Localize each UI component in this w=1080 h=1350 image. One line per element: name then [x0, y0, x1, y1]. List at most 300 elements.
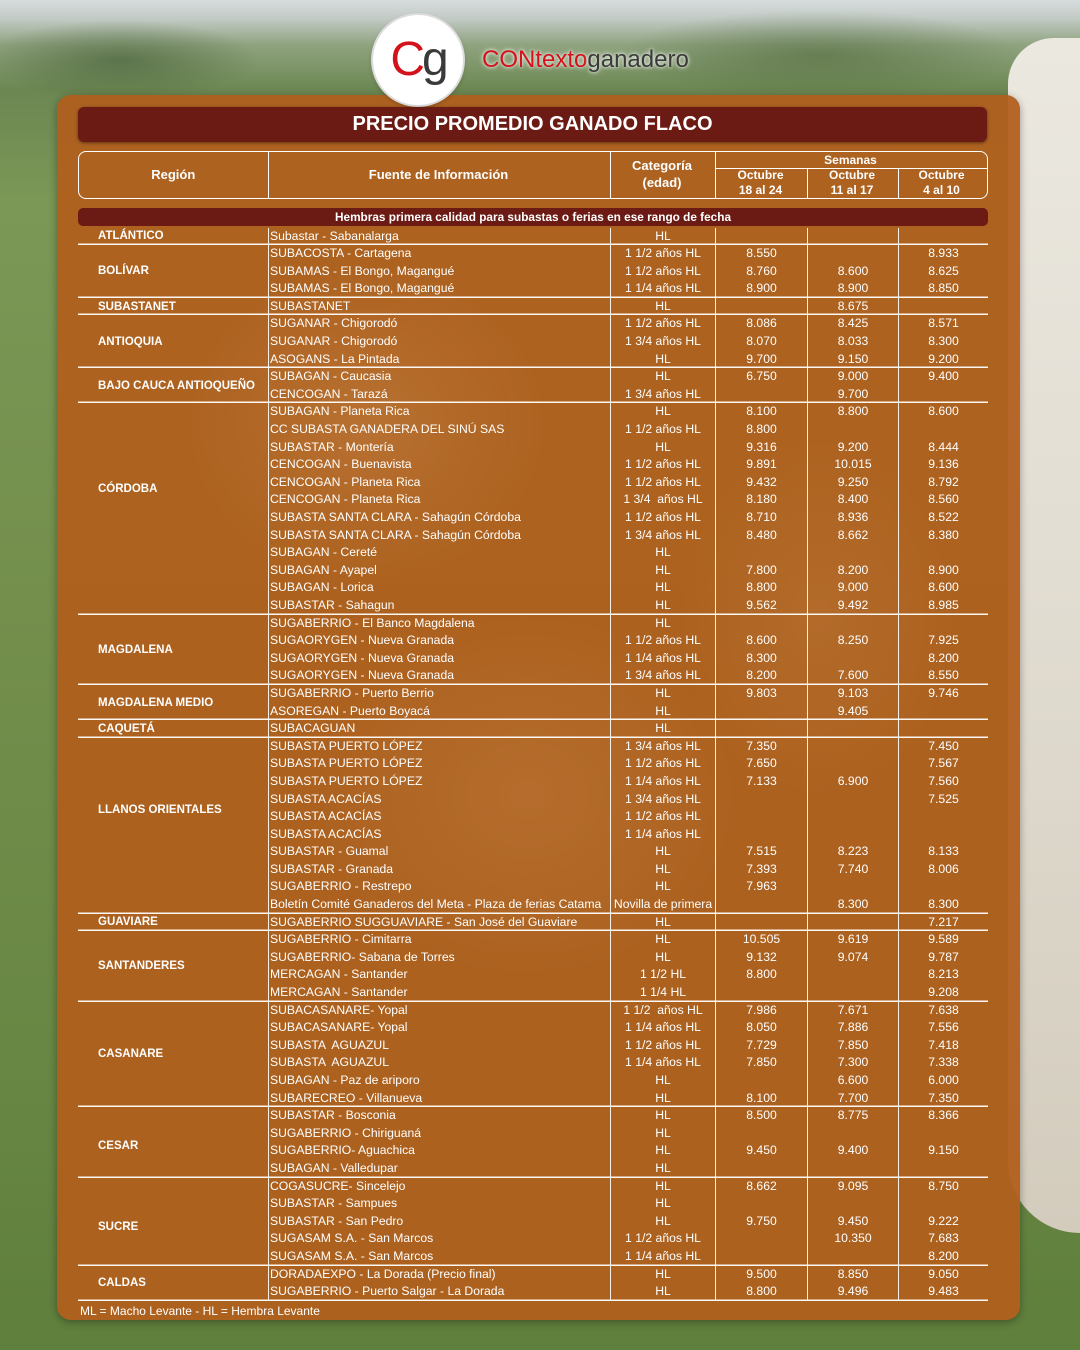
source-cell: CC SUBASTA GANADERA DEL SINÚ SAS: [268, 421, 610, 439]
category-cell: HL: [610, 1178, 715, 1196]
category-cell: HL: [610, 439, 715, 457]
price-oct-4-10-cell: 9.222: [898, 1213, 988, 1231]
table-row: [268, 456, 988, 474]
table-row: [268, 527, 988, 545]
price-oct-4-10-cell: 7.556: [898, 1019, 988, 1037]
category-cell: 1 3/4 años HL: [610, 491, 715, 509]
price-oct-4-10-cell: 7.418: [898, 1037, 988, 1055]
header-category-unit: (edad): [642, 175, 682, 190]
source-cell: SUBASTAR - Granada: [268, 861, 610, 879]
source-cell: COGASUCRE- Sincelejo: [268, 1178, 610, 1196]
price-oct-11-17-cell: 7.300: [807, 1054, 898, 1072]
source-cell: SUBACOSTA - Cartagena: [268, 245, 610, 263]
table-row: [268, 1072, 988, 1090]
header-week-3-month: Octubre: [918, 168, 965, 182]
table-row: [268, 1230, 988, 1248]
category-cell: 1 1/2 años HL: [610, 1037, 715, 1055]
header-category: Categoría: [632, 158, 692, 173]
price-oct-4-10-cell: 8.006: [898, 861, 988, 879]
region-group: [78, 931, 988, 1001]
source-cell: ASOGANS - La Pintada: [268, 351, 610, 369]
price-oct-4-10-cell: 7.638: [898, 1002, 988, 1020]
category-cell: HL: [610, 368, 715, 386]
table-row: [268, 439, 988, 457]
price-oct-11-17-cell: [807, 544, 898, 562]
source-cell: SUGANAR - Chigorodó: [268, 315, 610, 333]
price-oct-11-17-cell: 8.800: [807, 403, 898, 421]
price-oct-11-17-cell: 8.425: [807, 315, 898, 333]
price-oct-11-17-cell: 9.250: [807, 474, 898, 492]
source-cell: SUBASTAR - Sampues: [268, 1195, 610, 1213]
category-cell: HL: [610, 914, 715, 932]
price-oct-18-24-cell: [715, 544, 807, 562]
category-cell: HL: [610, 228, 715, 246]
source-cell: ASOREGAN - Puerto Boyacá: [268, 703, 610, 721]
table-row: [268, 773, 988, 791]
category-cell: HL: [610, 703, 715, 721]
region-name: CAQUETÁ: [98, 722, 155, 735]
price-oct-18-24-cell: 8.800: [715, 966, 807, 984]
region-group: [78, 914, 988, 932]
table-row: [268, 1266, 988, 1284]
source-cell: SUGABERRIO- Aguachica: [268, 1142, 610, 1160]
price-oct-4-10-cell: [898, 703, 988, 721]
price-oct-4-10-cell: 7.217: [898, 914, 988, 932]
region-name: MAGDALENA MEDIO: [98, 696, 214, 709]
category-cell: 1 1/4 años HL: [610, 1054, 715, 1072]
category-cell: HL: [610, 1090, 715, 1108]
category-cell: 1 1/2 años HL: [610, 315, 715, 333]
price-oct-18-24-cell: 8.086: [715, 315, 807, 333]
price-oct-11-17-cell: 8.223: [807, 843, 898, 861]
table-row: [268, 861, 988, 879]
price-oct-18-24-cell: 8.500: [715, 1107, 807, 1125]
table-row: [268, 738, 988, 756]
price-oct-11-17-cell: 6.900: [807, 773, 898, 791]
category-cell: HL: [610, 1160, 715, 1178]
logo-letter-g: g: [421, 33, 446, 86]
source-cell: SUBASTA PUERTO LÓPEZ: [268, 773, 610, 791]
source-cell: SUBASTA ACACÍAS: [268, 808, 610, 826]
price-oct-4-10-cell: 8.933: [898, 245, 988, 263]
price-oct-18-24-cell: [715, 826, 807, 844]
source-cell: Subastar - Sabanalarga: [268, 228, 610, 246]
table-row: [268, 351, 988, 369]
table-row: [268, 1090, 988, 1108]
category-cell: 1 1/2 años HL: [610, 1230, 715, 1248]
region-name: MAGDALENA: [98, 643, 173, 656]
source-cell: CENCOGAN - Tarazá: [268, 386, 610, 404]
region-group: [78, 738, 988, 914]
price-oct-4-10-cell: 8.200: [898, 650, 988, 668]
table-row: [268, 966, 988, 984]
table-row: [268, 650, 988, 668]
price-oct-18-24-cell: 10.505: [715, 931, 807, 949]
header-weeks: Semanas: [824, 153, 877, 167]
source-cell: SUGABERRIO - Puerto Salgar - La Dorada: [268, 1283, 610, 1301]
table-row: [268, 421, 988, 439]
price-oct-4-10-cell: [898, 878, 988, 896]
category-cell: HL: [610, 1195, 715, 1213]
price-oct-18-24-cell: 9.500: [715, 1266, 807, 1284]
category-cell: HL: [610, 1283, 715, 1301]
category-cell: HL: [610, 949, 715, 967]
price-oct-4-10-cell: 8.900: [898, 562, 988, 580]
price-oct-11-17-cell: 9.095: [807, 1178, 898, 1196]
category-cell: HL: [610, 1107, 715, 1125]
category-cell: 1 1/4 años HL: [610, 1248, 715, 1266]
price-oct-18-24-cell: 7.963: [715, 878, 807, 896]
source-cell: SUBASTA PUERTO LÓPEZ: [268, 738, 610, 756]
table-row: [268, 931, 988, 949]
category-cell: 1 1/4 HL: [610, 984, 715, 1002]
price-oct-18-24-cell: [715, 984, 807, 1002]
price-oct-4-10-cell: 9.136: [898, 456, 988, 474]
category-cell: 1 1/2 años HL: [610, 474, 715, 492]
region-group: [78, 368, 988, 403]
price-oct-11-17-cell: 7.886: [807, 1019, 898, 1037]
price-oct-11-17-cell: 9.103: [807, 685, 898, 703]
table-row: [268, 386, 988, 404]
price-oct-18-24-cell: 8.600: [715, 632, 807, 650]
source-cell: SUBASTAR - Guamal: [268, 843, 610, 861]
price-oct-18-24-cell: [715, 896, 807, 914]
price-oct-11-17-cell: 9.700: [807, 386, 898, 404]
price-oct-18-24-cell: 8.180: [715, 491, 807, 509]
price-oct-11-17-cell: [807, 245, 898, 263]
price-oct-4-10-cell: [898, 386, 988, 404]
source-cell: SUGABERRIO - El Banco Magdalena: [268, 615, 610, 633]
table-row: [268, 280, 988, 298]
price-oct-4-10-cell: 8.600: [898, 579, 988, 597]
table-row: [268, 703, 988, 721]
price-oct-11-17-cell: [807, 966, 898, 984]
price-oct-18-24-cell: 8.760: [715, 263, 807, 281]
source-cell: SUBACASANARE- Yopal: [268, 1019, 610, 1037]
region-group: [78, 1178, 988, 1266]
logo-letter-c: C: [390, 33, 422, 86]
table-row: [268, 1283, 988, 1301]
price-oct-4-10-cell: 9.589: [898, 931, 988, 949]
source-cell: SUBASTAR - San Pedro: [268, 1213, 610, 1231]
price-oct-18-24-cell: 8.800: [715, 1283, 807, 1301]
price-oct-4-10-cell: 8.300: [898, 333, 988, 351]
category-cell: 1 1/4 años HL: [610, 773, 715, 791]
source-cell: SUGASAM S.A. - San Marcos: [268, 1230, 610, 1248]
category-cell: 1 1/4 años HL: [610, 650, 715, 668]
price-oct-11-17-cell: 7.671: [807, 1002, 898, 1020]
region-group: [78, 720, 988, 738]
price-oct-4-10-cell: 8.571: [898, 315, 988, 333]
region-name: SANTANDERES: [98, 960, 185, 973]
source-cell: CENCOGAN - Buenavista: [268, 456, 610, 474]
price-oct-4-10-cell: 8.792: [898, 474, 988, 492]
price-oct-18-24-cell: 8.050: [715, 1019, 807, 1037]
region-group: [78, 228, 988, 246]
category-cell: 1 1/2 años HL: [610, 808, 715, 826]
price-oct-11-17-cell: [807, 826, 898, 844]
price-oct-11-17-cell: [807, 738, 898, 756]
region-group: [78, 1002, 988, 1108]
category-cell: 1 1/2 años HL: [610, 1002, 715, 1020]
logo-mark: [373, 15, 463, 105]
table-row: [268, 263, 988, 281]
price-oct-18-24-cell: [715, 1072, 807, 1090]
price-oct-4-10-cell: 8.300: [898, 896, 988, 914]
category-cell: 1 1/4 años HL: [610, 1019, 715, 1037]
price-oct-18-24-cell: 8.480: [715, 527, 807, 545]
table-row: [268, 403, 988, 421]
price-oct-18-24-cell: 9.891: [715, 456, 807, 474]
price-oct-18-24-cell: [715, 791, 807, 809]
price-oct-11-17-cell: 9.400: [807, 1142, 898, 1160]
price-oct-4-10-cell: [898, 298, 988, 316]
header-week-3-range: 4 al 10: [923, 183, 960, 197]
price-oct-18-24-cell: 8.100: [715, 403, 807, 421]
price-oct-4-10-cell: 9.400: [898, 368, 988, 386]
header-region: Región: [151, 167, 196, 182]
price-oct-11-17-cell: [807, 878, 898, 896]
region-name: BAJO CAUCA ANTIOQUEÑO: [98, 379, 255, 392]
source-cell: SUBASTA AGUAZUL: [268, 1054, 610, 1072]
header-week-2-month: Octubre: [828, 168, 875, 182]
category-cell: HL: [610, 544, 715, 562]
price-oct-18-24-cell: 9.803: [715, 685, 807, 703]
price-oct-4-10-cell: 7.925: [898, 632, 988, 650]
price-oct-18-24-cell: 9.450: [715, 1142, 807, 1160]
price-oct-4-10-cell: 8.133: [898, 843, 988, 861]
category-cell: HL: [610, 298, 715, 316]
region-group: [78, 685, 988, 720]
price-oct-11-17-cell: [807, 1248, 898, 1266]
region-name: BOLÍVAR: [98, 265, 149, 278]
category-cell: HL: [610, 403, 715, 421]
table-row: [268, 1125, 988, 1143]
region-group: [78, 298, 988, 316]
price-oct-18-24-cell: [715, 914, 807, 932]
table-row: [268, 298, 988, 316]
category-cell: 1 1/2 años HL: [610, 755, 715, 773]
category-cell: 1 1/2 HL: [610, 966, 715, 984]
price-oct-11-17-cell: 8.936: [807, 509, 898, 527]
table-row: [268, 315, 988, 333]
table-row: [268, 1002, 988, 1020]
table-row: [268, 474, 988, 492]
source-cell: MERCAGAN - Santander: [268, 984, 610, 1002]
price-oct-4-10-cell: 8.625: [898, 263, 988, 281]
category-cell: 1 3/4 años HL: [610, 527, 715, 545]
price-oct-11-17-cell: 8.400: [807, 491, 898, 509]
price-oct-18-24-cell: 6.750: [715, 368, 807, 386]
price-oct-11-17-cell: [807, 808, 898, 826]
price-oct-4-10-cell: 9.746: [898, 685, 988, 703]
price-oct-18-24-cell: 9.562: [715, 597, 807, 615]
brand-wordmark-gray: ganadero: [587, 46, 689, 73]
price-oct-11-17-cell: 9.150: [807, 351, 898, 369]
price-oct-4-10-cell: 9.787: [898, 949, 988, 967]
table-row: [268, 667, 988, 685]
price-oct-11-17-cell: 9.000: [807, 579, 898, 597]
source-cell: SUBAGAN - Caucasia: [268, 368, 610, 386]
price-oct-4-10-cell: 7.338: [898, 1054, 988, 1072]
price-oct-11-17-cell: 9.074: [807, 949, 898, 967]
category-cell: Novilla de primera: [610, 896, 715, 914]
region-group: [78, 245, 988, 298]
source-cell: SUGAORYGEN - Nueva Granada: [268, 650, 610, 668]
price-oct-18-24-cell: [715, 1248, 807, 1266]
table-row: [268, 579, 988, 597]
category-cell: 1 3/4 años HL: [610, 791, 715, 809]
source-cell: SUBARECREO - Villanueva: [268, 1090, 610, 1108]
price-oct-11-17-cell: 8.662: [807, 527, 898, 545]
table-row: [268, 755, 988, 773]
table-row: [268, 1160, 988, 1178]
price-oct-18-24-cell: [715, 1125, 807, 1143]
table-row: [268, 1195, 988, 1213]
source-cell: SUGABERRIO - Chiriguaná: [268, 1125, 610, 1143]
price-oct-11-17-cell: 8.033: [807, 333, 898, 351]
price-oct-18-24-cell: 9.132: [715, 949, 807, 967]
price-oct-4-10-cell: 7.525: [898, 791, 988, 809]
table-row: [268, 843, 988, 861]
price-oct-18-24-cell: [715, 1195, 807, 1213]
legend-footnote: ML = Macho Levante - HL = Hembra Levante: [80, 1304, 320, 1318]
region-name: SUCRE: [98, 1220, 139, 1233]
price-oct-11-17-cell: [807, 755, 898, 773]
source-cell: SUBASTAR - Bosconia: [268, 1107, 610, 1125]
price-oct-4-10-cell: [898, 1125, 988, 1143]
price-oct-11-17-cell: 9.405: [807, 703, 898, 721]
price-oct-18-24-cell: 7.393: [715, 861, 807, 879]
table-row: [268, 333, 988, 351]
price-oct-4-10-cell: [898, 720, 988, 738]
category-cell: 1 1/4 años HL: [610, 280, 715, 298]
price-oct-18-24-cell: 7.800: [715, 562, 807, 580]
source-cell: SUBASTA ACACÍAS: [268, 826, 610, 844]
source-cell: SUGABERRIO- Sabana de Torres: [268, 949, 610, 967]
category-cell: HL: [610, 878, 715, 896]
source-cell: SUBAMAS - El Bongo, Magangué: [268, 263, 610, 281]
region-group: [78, 403, 988, 614]
price-oct-4-10-cell: 9.483: [898, 1283, 988, 1301]
price-oct-18-24-cell: [715, 720, 807, 738]
price-oct-4-10-cell: 7.683: [898, 1230, 988, 1248]
table-row: [268, 1178, 988, 1196]
category-cell: HL: [610, 843, 715, 861]
source-cell: SUGABERRIO - Puerto Berrio: [268, 685, 610, 703]
price-oct-11-17-cell: 10.350: [807, 1230, 898, 1248]
price-oct-18-24-cell: [715, 703, 807, 721]
price-oct-4-10-cell: 9.150: [898, 1142, 988, 1160]
section-subtitle: Hembras primera calidad para subastas o ferias en ese rango de fecha: [78, 208, 988, 226]
source-cell: SUBASTANET: [268, 298, 610, 316]
price-oct-18-24-cell: 8.300: [715, 650, 807, 668]
price-oct-18-24-cell: 9.750: [715, 1213, 807, 1231]
price-table-body: [78, 228, 988, 1301]
price-oct-4-10-cell: [898, 544, 988, 562]
source-cell: SUGABERRIO - Cimitarra: [268, 931, 610, 949]
price-oct-11-17-cell: 10.015: [807, 456, 898, 474]
category-cell: 1 1/2 años HL: [610, 632, 715, 650]
source-cell: DORADAEXPO - La Dorada (Precio final): [268, 1266, 610, 1284]
price-oct-11-17-cell: [807, 650, 898, 668]
table-row: [268, 1019, 988, 1037]
table-row: [268, 1213, 988, 1231]
price-oct-4-10-cell: 8.850: [898, 280, 988, 298]
table-row: [268, 544, 988, 562]
table-row: [268, 878, 988, 896]
page-title: PRECIO PROMEDIO GANADO FLACO: [78, 107, 987, 142]
table-row: [268, 896, 988, 914]
price-oct-18-24-cell: 7.850: [715, 1054, 807, 1072]
category-cell: 1 1/2 años HL: [610, 263, 715, 281]
source-cell: SUBASTA SANTA CLARA - Sahagún Córdoba: [268, 527, 610, 545]
table-row: [268, 597, 988, 615]
price-oct-18-24-cell: 9.432: [715, 474, 807, 492]
price-oct-4-10-cell: 8.750: [898, 1178, 988, 1196]
category-cell: 1 1/4 años HL: [610, 826, 715, 844]
price-oct-4-10-cell: 9.208: [898, 984, 988, 1002]
price-oct-11-17-cell: [807, 421, 898, 439]
source-cell: SUBASTA AGUAZUL: [268, 1037, 610, 1055]
price-oct-11-17-cell: 8.600: [807, 263, 898, 281]
price-oct-11-17-cell: [807, 720, 898, 738]
price-oct-4-10-cell: 8.444: [898, 439, 988, 457]
price-oct-18-24-cell: 8.070: [715, 333, 807, 351]
price-oct-18-24-cell: 8.710: [715, 509, 807, 527]
price-oct-18-24-cell: 7.133: [715, 773, 807, 791]
region-name: CALDAS: [98, 1277, 146, 1290]
price-oct-4-10-cell: 9.200: [898, 351, 988, 369]
table-row: [268, 1054, 988, 1072]
category-cell: HL: [610, 1125, 715, 1143]
region-name: LLANOS ORIENTALES: [98, 803, 222, 816]
source-cell: CENCOGAN - Planeta Rica: [268, 474, 610, 492]
category-cell: HL: [610, 720, 715, 738]
source-cell: SUGASAM S.A. - San Marcos: [268, 1248, 610, 1266]
category-cell: HL: [610, 1142, 715, 1160]
table-row: [268, 509, 988, 527]
table-row: [268, 791, 988, 809]
table-row: [268, 491, 988, 509]
source-cell: CENCOGAN - Planeta Rica: [268, 491, 610, 509]
category-cell: 1 1/2 años HL: [610, 456, 715, 474]
category-cell: 1 1/2 años HL: [610, 421, 715, 439]
source-cell: SUBASTAR - Sahagun: [268, 597, 610, 615]
table-row: [268, 720, 988, 738]
price-oct-18-24-cell: 7.986: [715, 1002, 807, 1020]
price-oct-18-24-cell: [715, 615, 807, 633]
source-cell: SUBASTA ACACÍAS: [268, 791, 610, 809]
source-cell: SUBACAGUAN: [268, 720, 610, 738]
source-cell: SUBAGAN - Ayapel: [268, 562, 610, 580]
header-week-2-range: 11 al 17: [830, 183, 874, 197]
category-cell: HL: [610, 1072, 715, 1090]
price-oct-11-17-cell: 8.900: [807, 280, 898, 298]
price-oct-18-24-cell: [715, 386, 807, 404]
price-oct-11-17-cell: [807, 914, 898, 932]
price-oct-11-17-cell: 8.850: [807, 1266, 898, 1284]
price-oct-11-17-cell: 7.850: [807, 1037, 898, 1055]
price-oct-4-10-cell: [898, 228, 988, 246]
category-cell: HL: [610, 579, 715, 597]
price-oct-18-24-cell: 8.662: [715, 1178, 807, 1196]
price-oct-4-10-cell: 6.000: [898, 1072, 988, 1090]
source-cell: SUBACASANARE- Yopal: [268, 1002, 610, 1020]
source-cell: SUGABERRIO SUGGUAVIARE - San José del Guaviare: [268, 914, 610, 932]
source-cell: SUBASTAR - Montería: [268, 439, 610, 457]
source-cell: SUBAGAN - Planeta Rica: [268, 403, 610, 421]
